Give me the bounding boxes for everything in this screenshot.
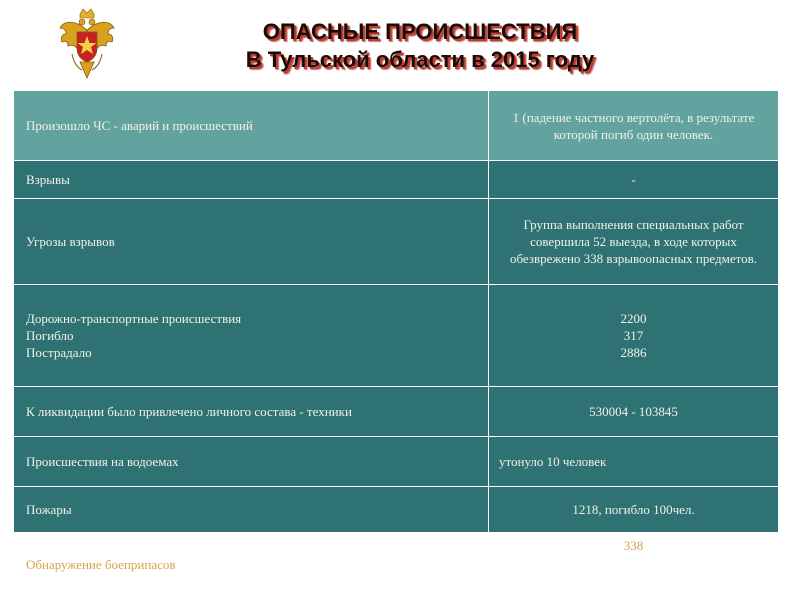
row-label: Пожары [14,487,489,533]
table-row [14,285,779,387]
page-title [120,18,720,74]
row-value: 338 [489,533,779,596]
emercom-eagle-emblem-icon [58,6,116,82]
row-label [14,285,489,387]
row-value-line: 317 [623,328,644,343]
row-value: - [489,161,779,199]
row-label: Взрывы [14,161,489,199]
row-label-line: Дорожно-транспортные происшествия [26,311,242,326]
row-value: Группа выполнения специальных работ совершила 52 выезда, в ходе которых обезврежено 338 взрывоопасных предметов. [489,199,779,285]
row-label: Угрозы взрывов [14,199,489,285]
title-line-1: ОПАСНЫЕ ПРОИСШЕСТВИЯ [262,19,578,44]
table-row [14,199,779,285]
row-value: 1 (падение частного вертолёта, в результате которой погиб один человек. [489,91,779,161]
row-value-line: 2886 [620,345,647,360]
row-label: Обнаружение боеприпасов [14,533,489,596]
row-label: Произошло ЧС - аварий и происшествий [14,91,489,161]
row-value [489,285,779,387]
table-row [14,161,779,199]
table-row [14,387,779,437]
row-label-line: Пострадало [26,345,92,360]
row-value-line: 2200 [620,311,647,326]
row-value: 1218, погибло 100чел. [489,487,779,533]
title-line-2: В Тульской области в 2015 году [245,47,595,72]
table-row [14,91,779,161]
table-row [14,487,779,533]
table-row [14,437,779,487]
table-row [14,533,779,596]
row-value: 530004 - 103845 [489,387,779,437]
incidents-table [13,90,779,596]
row-label: Происшествия на водоемах [14,437,489,487]
row-label-line: Погибло [26,328,74,343]
row-label: К ликвидации было привлечено личного состава - техники [14,387,489,437]
row-value: утонуло 10 человек [489,437,779,487]
